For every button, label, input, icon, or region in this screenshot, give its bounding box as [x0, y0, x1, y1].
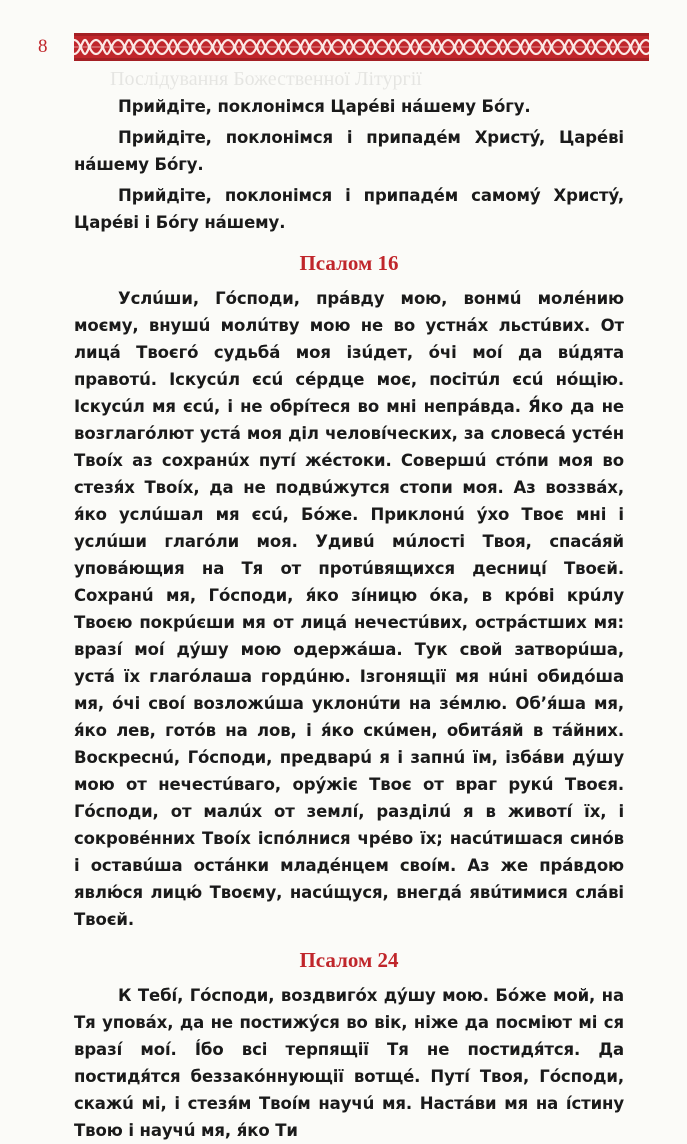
psalm-16-title: Псалом 16	[299, 251, 399, 275]
invocation-line: Прийдіте, поклонімся і припадéм Христý, Царéві нáшему Бóгу.	[74, 128, 624, 174]
page-number: 8	[38, 36, 48, 57]
page-body	[74, 93, 624, 1144]
psalm-24-section	[74, 947, 624, 1144]
psalm-16-section	[74, 250, 624, 933]
braided-ornament-band	[74, 33, 649, 61]
invocation-line: Прийдіте, поклонімся Царéві нáшему Бóгу.	[118, 97, 531, 116]
psalm-24-title: Псалом 24	[299, 948, 399, 972]
psalm-24-text: К Тебí, Гóсподи, воздвигóх дýшу мою. Бóже мой, на Тя уповáх, да не постижýся во вік, ніже да посміют мі ся вразí моí. Íбо всі терпящії Тя не постидя́тся. Да постидя́тся беззакóннующії вотщé. Путí Твоя, Гóсподи, скажú мі, і стезя́м Твоíм научú мя. Настáви мя на íстину Твою і научú мя, я́ко Ти	[74, 986, 624, 1140]
bleed-through-heading: Послідування Божественної Літургії	[110, 68, 422, 90]
invocation-line: Прийдіте, поклонімся і припадéм самомý Христý, Царéві і Бóгу нáшему.	[74, 186, 624, 232]
opening-invocations	[74, 93, 624, 236]
psalm-16-text: Услúши, Гóсподи, прáвду мою, вонмú молéнию моєму, внушú молúтву мою не во устнáх льстúвих. От лицá Твоєгó судьбá моя ізúдет, óчі моí да вúдята правотú. Іскусúл єсú сéрдце моє, посітúл єсú нóщію. Іскусúл мя єсú, і не обрíтеся во мні непрáвда. Я́ко да не возглагóлют устá моя діл человíческих, за словесá устéн Твоíх аз сохранúх путí жéстоки. Совершú стóпи моя во стезя́х Твоíх, да не подвúжутся стопи моя. Аз воззвáх, я́ко услúшал мя єсú, Бóже. Приклонú ýхо Твоє мні і услúши глагóли моя. Удивú мúлості Твоя, спасáяй уповáющия на Тя от протúвящихся десницí Твоєй. Сохранú мя, Гóсподи, я́ко зíницю óка, в крóві крúлу Твоєю покрúєши мя от лицá нечестúвих, острáстших мя: вразí моí дýшу мою одержáша. Тук свой затворúша, устá їх глагóлаша гордúню. Ізгонящії мя нúні обидóша мя, óчі своí возложúша уклонúти на зéмлю. Об’я́ша мя, я́ко лев, готóв на лов, і я́ко скúмен, обитáяй в тáйних. Воскреснú, Гóсподи, предварú я і запнú їм, ізбáви дýшу мою от нечестúваго, орýжіє Твоє от враг рукú Твоєя. Гóсподи, от малúх от землí, разділú я в животí їх, і сокровéнних Твоíх іспóлнися чрéво їх; насúтишася синóв і оставúша остáнки младéнцем своíм. Аз же прáвдою явлю́ся лицю́ Твоєму, насúщуся, внегдá явúтимися слáві Твоєй.	[74, 289, 624, 929]
